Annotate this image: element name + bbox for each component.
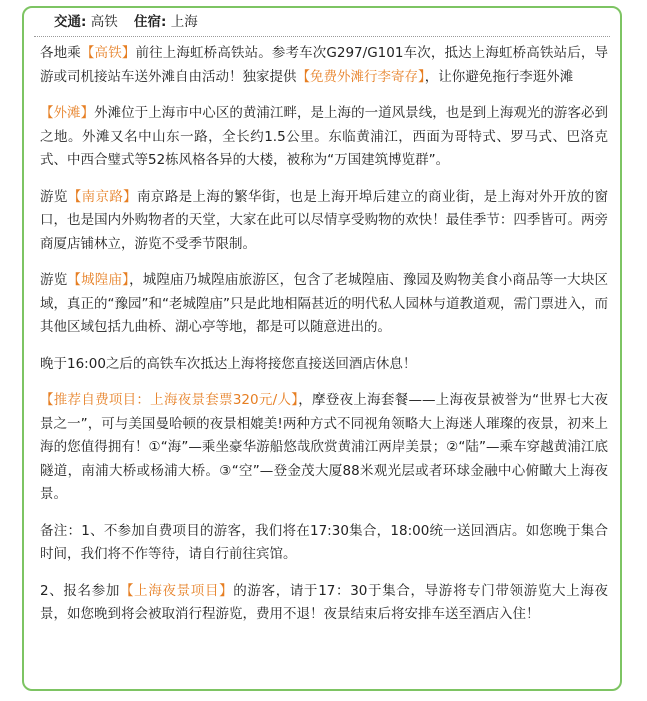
body-text: 南京路是上海的繁华街，也是上海开埠后建立的商业街，是上海对外开放的窗口，也是国内外购物者的天堂，大家在此可以尽情享受购物的欢快！最佳季节：四季皆可。两旁商厦店铺林立，游览不受季节限制。 [40, 188, 609, 252]
body-text: 游览 [40, 188, 68, 205]
lodging-label: 住宿: [134, 14, 167, 30]
transport-label: 交通: [54, 14, 87, 30]
body-text: 备注：1、不参加自费项目的游客，我们将在17:30集合，18:00统一送回酒店。如您晚于集合时间，我们将不作等待，请自行前往宾馆。 [40, 522, 608, 562]
itinerary-content [40, 42, 608, 640]
body-text: 2、报名参加 [40, 582, 121, 599]
highlight-text: 【免费外滩行李寄存】 [296, 68, 425, 85]
body-text: 各地乘 [40, 45, 81, 61]
itinerary-paragraph [40, 520, 608, 567]
itinerary-paragraph [40, 389, 608, 507]
body-text: 前往上海虹桥高铁站。参考车次G297/G101车次，抵达上海虹桥高铁站后，导游或司机接站车送外滩自由活动！独家提供 [40, 45, 609, 85]
itinerary-header [34, 8, 610, 37]
itinerary-paragraph [40, 186, 608, 257]
lodging-value: 上海 [170, 14, 198, 30]
highlight-text: 【城隍庙】 [67, 272, 130, 288]
highlight-text: 【外滩】 [40, 105, 95, 121]
body-text: 晚于16:00之后的高铁车次抵达上海将接您直接送回酒店休息！ [40, 355, 417, 372]
body-text: 外滩位于上海市中心区的黄浦江畔，是上海的一道风景线，也是到上海观光的游客必到之地。外滩又名中山东一路，全长约1.5公里。东临黄浦江，西面为哥特式、罗马式、巴洛克式、中西合璧式等52栋风格各异的大楼，被称为“万国建筑博览群”。 [40, 105, 609, 168]
itinerary-paragraph [40, 42, 608, 89]
body-text: 游览 [40, 272, 68, 288]
body-text: ，摩登夜上海套餐——上海夜景被誉为“世界七大夜景之一”，可与美国曼哈顿的夜景相媲美!两种方式不同视角领略大上海迷人璀璨的夜景，初来上海的您值得拥有！①“海”—乘坐豪华游船悠哉欣赏黄浦江两岸美景；②“陆”—乘车穿越黄浦江底隧道，南浦大桥或杨浦大桥。③“空”—登金茂大厦88米观光层或者环球金融中心俯瞰大上海夜景。 [40, 392, 608, 502]
highlight-text: 【上海夜景项目】 [120, 582, 234, 599]
body-text: ，让你避免拖行李逛外滩 [424, 68, 574, 85]
body-text: 的游客，请于17：30于集合，导游将专门带领游览大上海夜景，如您晚到将会被取消行程游览，费用不退！夜景结束后将安排车送至酒店入住！ [40, 582, 609, 622]
highlight-text: 【推荐自费项目：上海夜景套票320元/人】 [40, 392, 299, 408]
itinerary-paragraph [40, 353, 608, 377]
itinerary-paragraph [40, 102, 608, 173]
itinerary-card [22, 6, 622, 691]
itinerary-paragraph [40, 269, 608, 340]
highlight-text: 【南京路】 [67, 188, 138, 205]
transport-value: 高铁 [90, 14, 118, 30]
body-text: ，城隍庙乃城隍庙旅游区，包含了老城隍庙、豫园及购物美食小商品等一大块区域，真正的“豫园”和“老城隍庙”只是此地相隔甚近的明代私人园林与道教道观，需门票进入，而其他区域包括九曲桥、湖心亭等地，都是可以随意进出的。 [40, 272, 609, 335]
itinerary-paragraph [40, 580, 608, 627]
highlight-text: 【高铁】 [80, 45, 136, 61]
